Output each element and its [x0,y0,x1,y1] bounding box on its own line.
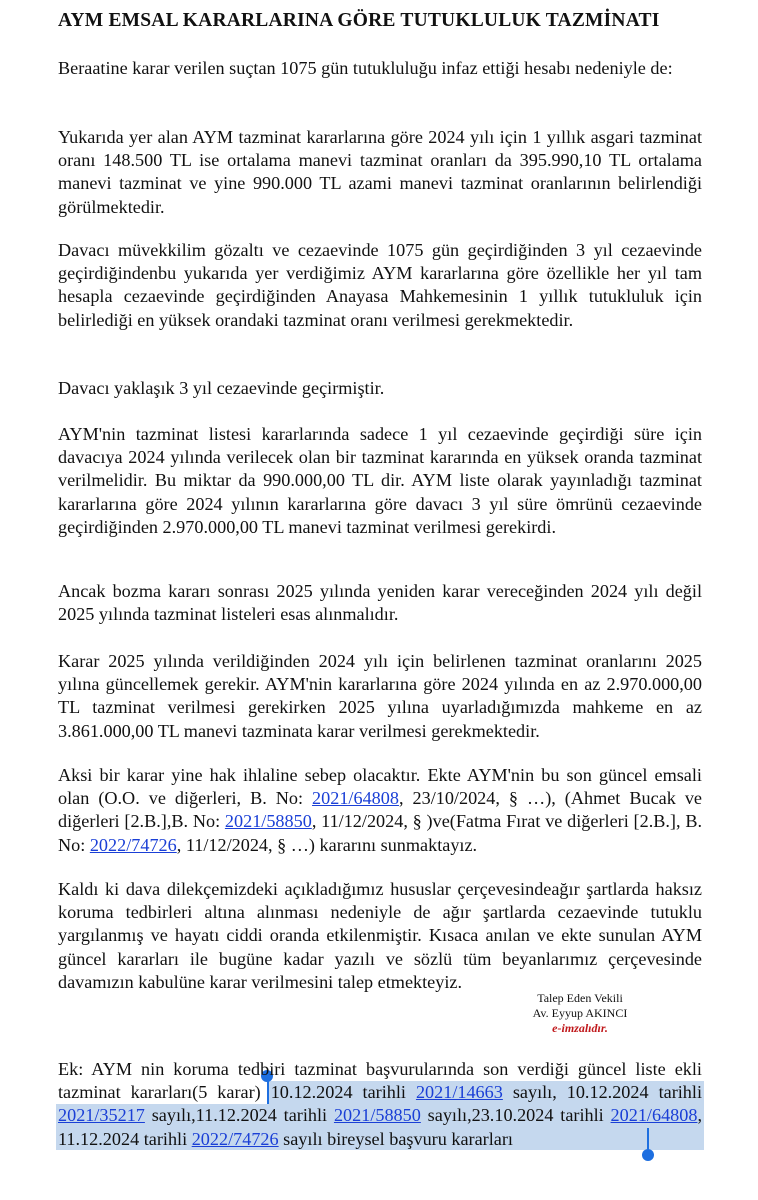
signature-block [480,991,680,1036]
precedents-text-1: Aksi bir karar yine hak ihlaline sebep olacaktır. Ekte AYM'nin bu son güncel emsali olan (O.O. ve diğerleri, B. No: [58,765,702,809]
precedent-link-2022-74726[interactable]: 2022/74726 [89,834,177,855]
signature-name: Av. Eyyup AKINCI [532,1006,628,1020]
precedent-link-2021-64808[interactable]: 2021/64808 [312,788,399,809]
document-title: AYM EMSAL KARARLARINA GÖRE TUTUKLULUK TAZMİNATI [58,10,660,31]
annex-link-2021-58850[interactable]: 2021/58850 [333,1105,421,1126]
paragraph-compensation-rates: Yukarıda yer alan AYM tazminat kararlarına göre 2024 yılı için 1 yıllık asgari tazminat oranı 148.500 TL ise ortalama manevi tazminat oranları da 395.990,10 TL ortalama manevi tazminat ve yine 990.000 TL azami manevi tazminat oranlarının belirlendiği görülmektedir. [58,127,702,217]
annex-text-4: sayılı,11.12.2024 tarihli [144,1105,334,1126]
annex-text-1: Ek: AYM nin koruma tedbiri tazminat başvurularında son verdiği güncel liste ekli tazminat kararları(5 karar) [58,1059,702,1103]
annex-link-2021-64808[interactable]: 2021/64808 [610,1105,698,1126]
annex-link-2021-14663[interactable]: 2021/14663 [415,1082,503,1103]
paragraph-detention-period: Davacı müvekkilim gözaltı ve cezaevinde 1075 gün geçirdiğinden 3 yıl cezaevinde geçirdiğindenbu yukarıda yer verdiğimiz AYM kararlarına göre özellikle her yıl tam hesapla cezaevinde geçirdiğinden Anayasa Mahkemesinin 1 yıllık tutukluluk için belirlediği en yüksek orandaki tazminat oranı verilmesi gerekmektedir. [58,240,702,330]
annex-text-3: sayılı, 10.12.2024 tarihli [502,1082,703,1103]
paragraph-conclusion: Kaldı ki dava dilekçemizdeki açıkladığımız hususlar çerçevesindeağır şartlarda haksız koruma tedbirleri altına alınması nedeniyle de ağır şartlarda cezaevinde tutuklu yargılanmış ve hayatı ciddi oranda etkilenmiştir. Kısaca anılan ve ekte sunulan AYM güncel kararları ile bugüne kadar yazılı ve sözlü tüm beyanlarımız çerçevesinde davamızın kabulüne karar verilmesini talep etmekteyiz. [58,879,702,992]
precedent-link-2021-58850[interactable]: 2021/58850 [224,811,312,832]
signature-role: Talep Eden Vekili [537,991,623,1005]
annex-link-2022-74726[interactable]: 2022/74726 [191,1128,279,1149]
precedents-text-4: , 11/12/2024, § …) kararını sunmaktayız. [176,834,478,855]
paragraph-update-2025: Karar 2025 yılında verildiğinden 2024 yılı için belirlenen tazminat oranlarını 2025 yılına güncellemek gerekir. AYM'nin kararlarına göre 2024 yılında en az 2.970.000,00 TL tazminat verilmesi gerekirken 2025 yılına uyarladığımızda mahkeme en az 3.861.000,00 TL manevi tazminata karar verilmesi gerekmektedir. [58,651,702,741]
precedents-text-3: , 11/12/2024, § )ve(Fatma Fırat ve diğerleri [2.B.], B. No: [58,811,702,855]
paragraph-annex [58,1058,702,1151]
annex-link-2021-35217[interactable]: 2021/35217 [58,1105,145,1126]
annex-text-6: , 11.12.2024 tarihli [58,1105,702,1149]
signature-esign: e-imzalıdır. [552,1021,608,1035]
paragraph-precedents [58,764,702,857]
annex-text-5: sayılı,23.10.2024 tarihli [420,1105,611,1126]
paragraph-three-years: Davacı yaklaşık 3 yıl cezaevinde geçirmiştir. [58,378,385,398]
annex-text-7: sayılı bireysel başvuru kararları [278,1128,513,1149]
annex-text-2: 10.12.2024 tarihli [270,1082,416,1103]
paragraph-aym-list: AYM'nin tazminat listesi kararlarında sadece 1 yıl cezaevinde geçirdiği süre için davacıya 2024 yılında verilecek olan bir tazminat kararında en yüksek oranda tazminat verilmelidir. Bu miktar da 990.000,00 TL dir. AYM liste olarak yayınladığı tazminat kararlarına göre 2024 yılının kararlarına göre davacı 3 yıl süre ömrünü cezaevinde geçirdiğinden 2.970.000,00 TL manevi tazminat verilmesi gerekirdi. [58,424,702,537]
paragraph-intro: Beraatine karar verilen suçtan 1075 gün tutukluluğu infaz ettiği hesabı nedeniyle de: [58,58,673,78]
precedents-text-2: , 23/10/2024, § …), (Ahmet Bucak ve diğerleri [2.B.],B. No: [58,788,702,832]
paragraph-2025-lists: Ancak bozma kararı sonrası 2025 yılında yeniden karar vereceğinden 2024 yılı değil 2025 yılında tazminat listeleri esas alınmalıdır. [58,581,702,625]
